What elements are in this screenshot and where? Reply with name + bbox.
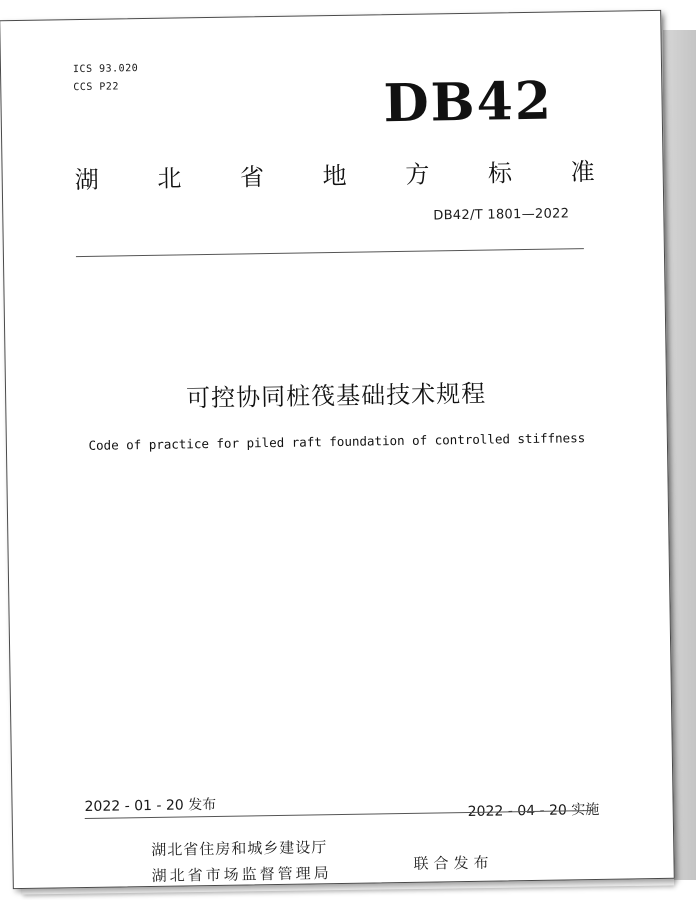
implementation-date: 2022 - 04 - 20 实施 [467, 801, 600, 820]
joint-release-label: 联合发布 [413, 853, 494, 873]
issuer-housing-dept: 湖北省住房和城乡建设厅 [151, 838, 328, 859]
title-char: 方 [405, 160, 430, 189]
standard-number: DB42/T 1801—2022 [433, 206, 570, 224]
issuer-market-regulation: 湖北省市场监督管理局 [151, 864, 332, 885]
db-logo: DB42 [383, 70, 554, 135]
document-title-en: Code of practice for piled raft foundation of controlled stiffness [88, 430, 586, 453]
release-date: 2022 - 01 - 20 发布 [84, 796, 217, 816]
document-cover [0, 10, 675, 889]
document-title-cn: 可控协同桩筏基础技术规程 [185, 379, 487, 413]
title-char: 地 [322, 161, 347, 191]
title-char: 北 [157, 164, 182, 193]
title-char: 省 [239, 163, 265, 192]
title-char: 标 [487, 159, 513, 188]
ccs-code: CCS P22 [73, 81, 120, 94]
top-divider [76, 248, 584, 257]
title-char: 准 [570, 157, 595, 187]
title-char: 湖 [74, 165, 99, 195]
standard-type-title [74, 152, 594, 195]
ics-code: ICS 93.020 [72, 63, 139, 76]
